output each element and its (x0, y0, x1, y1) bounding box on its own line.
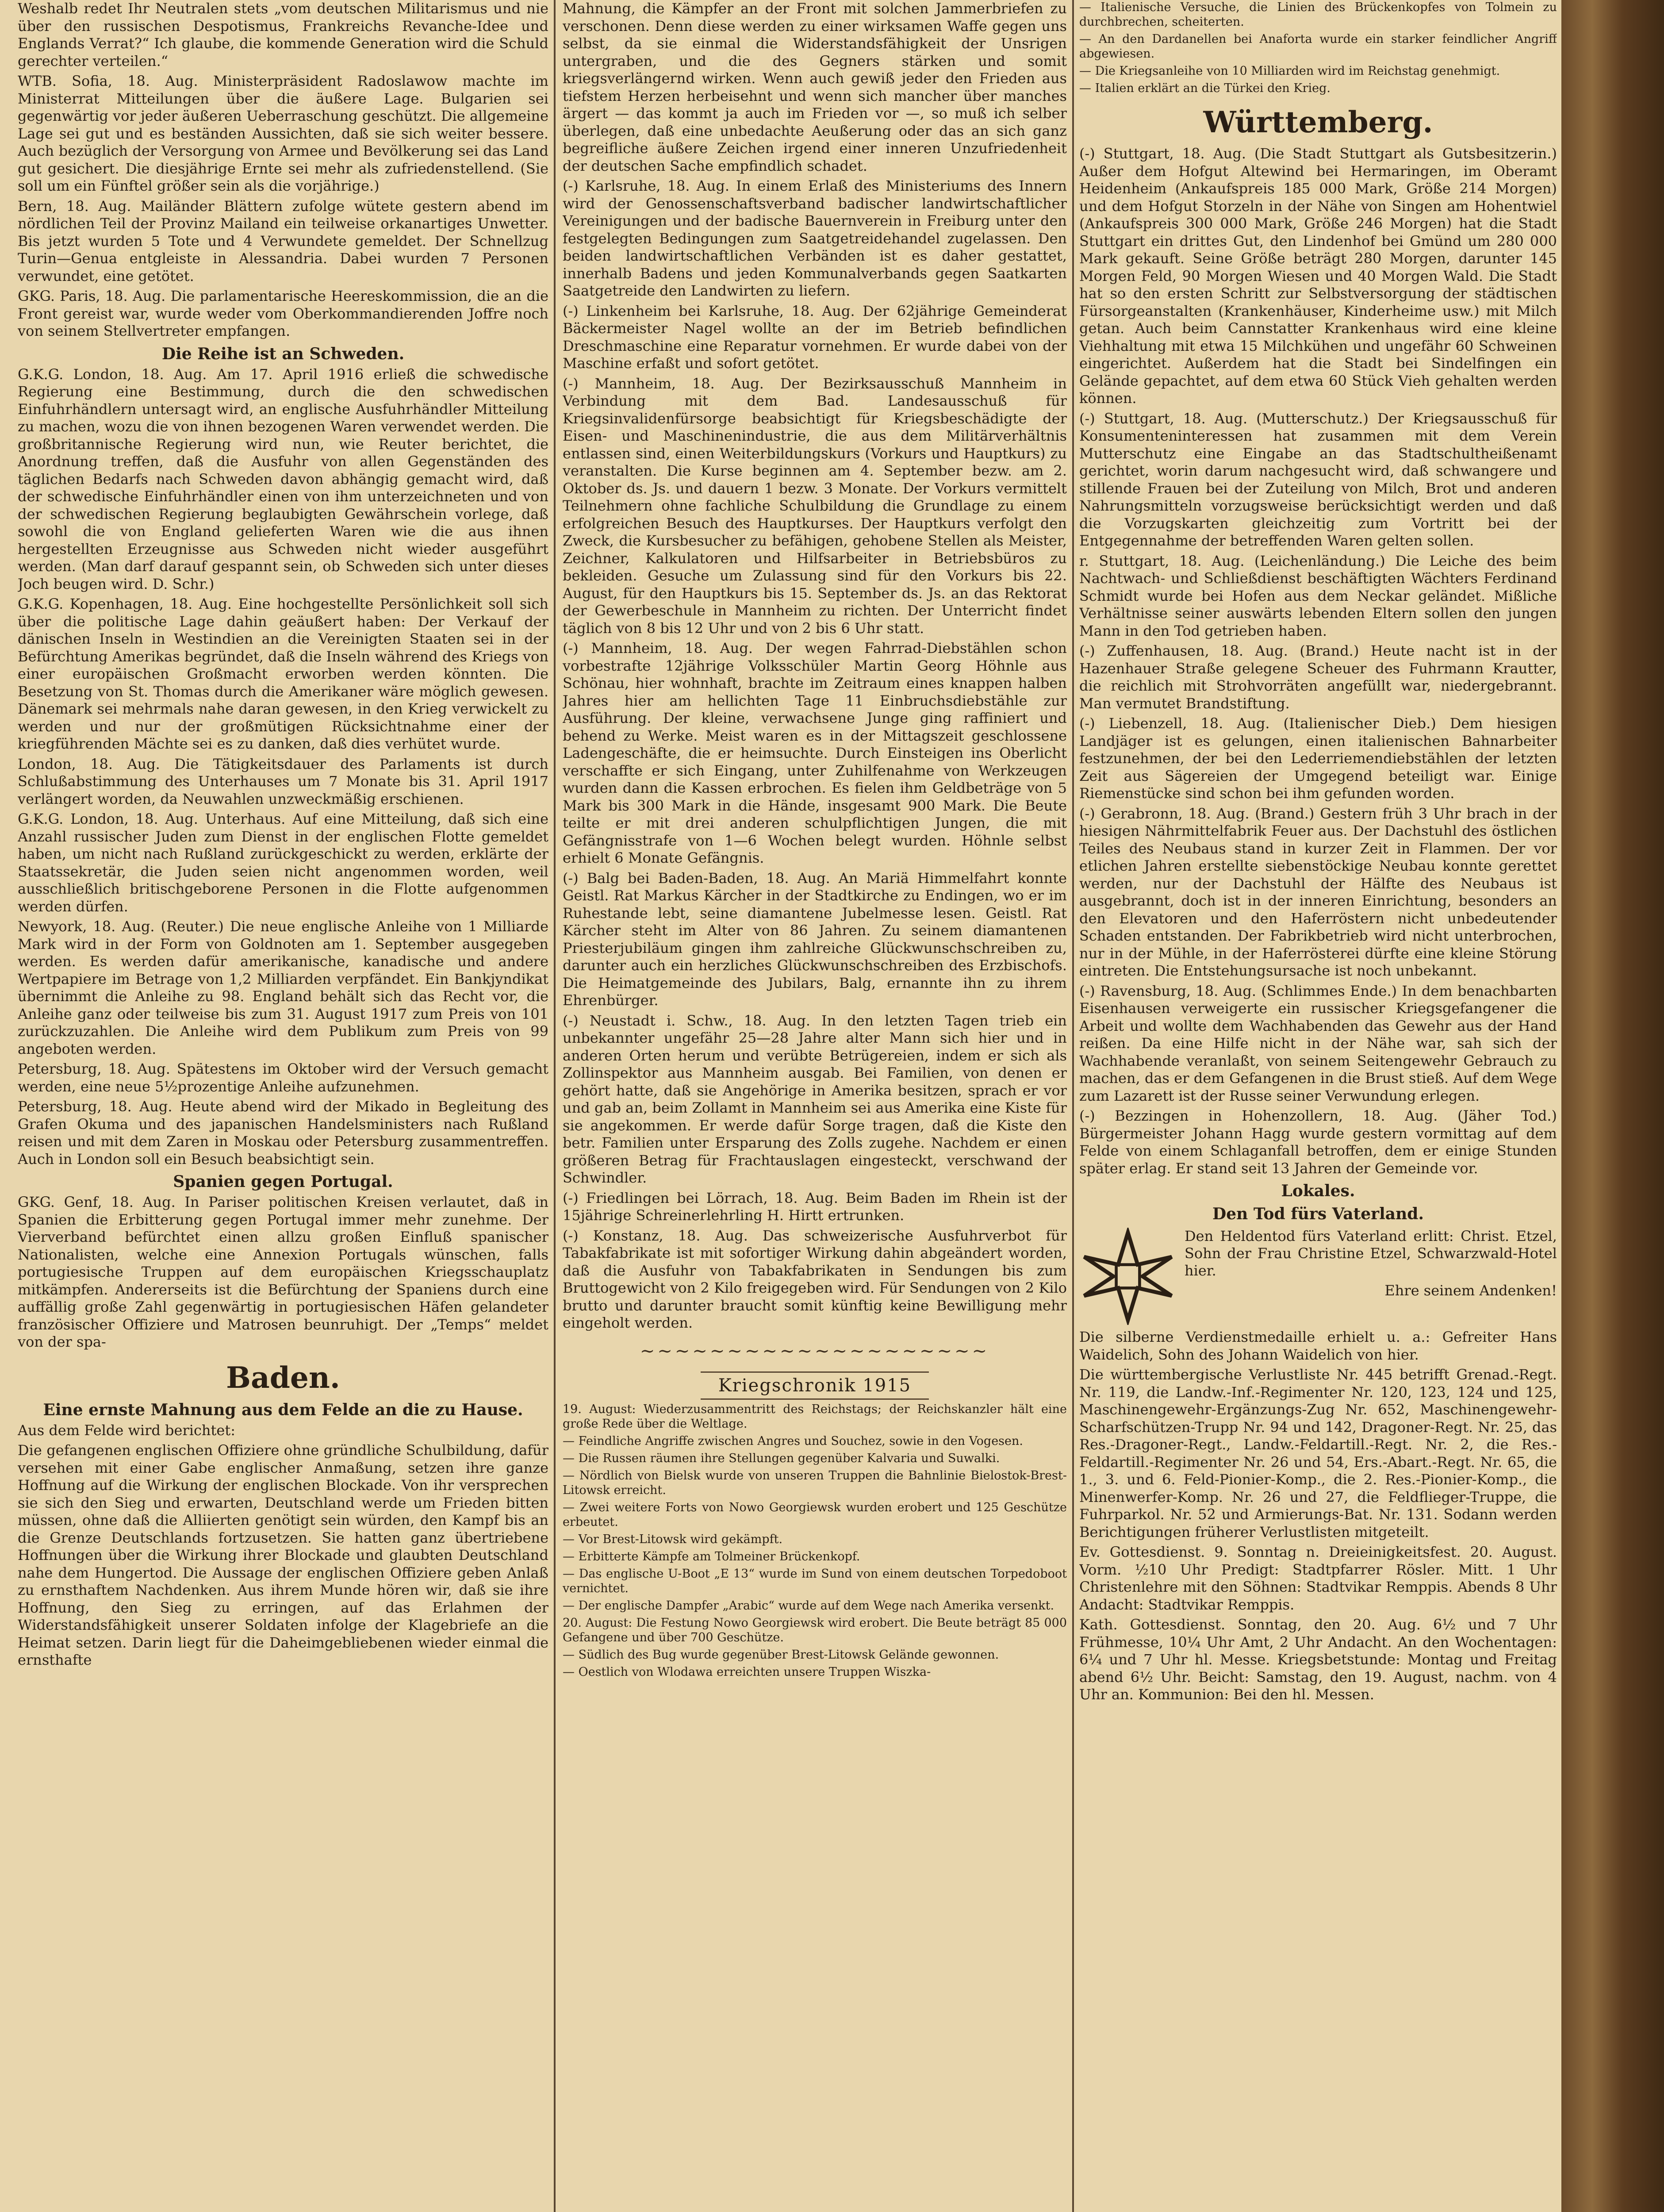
news-paragraph: r. Stuttgart, 18. Aug. (Leichenländung.) Die Leiche des beim Nachtwach- und Schließdienst beschäftigten Wächters Ferdinand Schmidt wurde bei Hofen aus dem Neckar geländet. Mißliche Verhältnisse seiner auswärts lebenden Eltern sollen den jungen Mann in den Tod getrieben haben. (1079, 552, 1557, 639)
section-heading: Spanien gegen Portugal. (173, 1172, 393, 1191)
section-heading: Den Tod fürs Vaterland. (1212, 1205, 1424, 1223)
region-heading-baden: Baden. (226, 1360, 340, 1395)
news-paragraph: (-) Neustadt i. Schw., 18. Aug. In den letzten Tagen trieb ein unbekannter ungefähr 25—28 Jahre alter Mann sich hier und in anderen Orten herum und verübte Betrügereien, indem er sich als Zollinspektor aus Mannheim ausgab. Bei Familien, von denen er gehört hatte, daß sie Angehörige in Amerika besitzen, sprach er vor und gab an, beim Zollamt in Mannheim sei aus Amerika eine Kiste für sie angekommen. Er werde dafür Sorge tragen, daß die Kiste den betr. Familien unter Ersparung des Zolls zugehe. Nachdem er einen größeren Betrag für Frachtauslagen eingesteckt, verschwand der Schwindler. (563, 1012, 1067, 1186)
news-block (18, 1194, 548, 1351)
news-paragraph: — Südlich des Bug wurde gegenüber Brest-Litowsk Gelände gewonnen. (563, 1647, 999, 1662)
news-paragraph: — Zwei weitere Forts von Nowo Georgiewsk wurden erobert und 125 Geschütze erbeutet. (563, 1500, 1067, 1529)
news-paragraph: (-) Gerabronn, 18. Aug. (Brand.) Gestern früh 3 Uhr brach in der hiesigen Nährmittelfabrik Feuer aus. Der Dachstuhl des östlichen Teiles des Neubaus stand in kurzer Zeit in Flammen. Der vor etlichen Jahren erstellte siebenstöckige Neubau konnte gerettet werden, nur der Dachstuhl der Hälfte des Neubaus ist ausgebrannt, doch ist in der inneren Einrichtung, besonders an den Elevatoren und den Haferröstern nicht unbedeutender Schaden entstanden. Der Fabrikbetrieb wird nicht unterbrochen, nur in der Mühle, in der Haferrösterei dürfte eine kleine Störung eintreten. Die Entstehungsursache ist noch unbekannt. (1079, 805, 1557, 979)
news-paragraph: (-) Balg bei Baden-Baden, 18. Aug. An Mariä Himmelfahrt konnte Geistl. Rat Markus Kärcher in der Stadtkirche zu Endingen, wo er im Ruhestande lebt, seine diamantene Jubelmesse lesen. Geistl. Rat Kärcher steht im Alter von 86 Jahren. Zu seinem diamantenen Priesterjubiläum gingen ihm zahlreiche Glückwunschschreiben zu, darunter auch ein herzliches Glückwunschschreiben des Erzbischofs. Die Heimatgemeinde des Jubilars, Balg, ernannte ihn zu ihrem Ehrenbürger. (563, 869, 1067, 1009)
news-paragraph: — Italienische Versuche, die Linien des Brückenkopfes von Tolmein zu durchbrechen, scheiterten. (1079, 0, 1557, 29)
news-paragraph: GKG. Genf, 18. Aug. In Pariser politischen Kreisen verlautet, daß in Spanien die Erbitterung gegen Portugal immer mehr zunehme. Der Vierverband befürchtet einen allzu großen Einfluß spanischer Nationalisten, welche eine Annexion Portugals wünschen, falls portugiesische Truppen auf dem europäischen Kriegsschauplatz mitkämpfen. Andererseits ist die Befürchtung der Spaniens durch eine auffällig große Zahl gegenwärtig in portugiesischen Häfen gelandeter französischer Offiziere und Matrosen beunruhigt. Der „Temps“ meldet von der spa- (18, 1194, 548, 1350)
column-rule (1072, 0, 1074, 2212)
news-paragraph: 19. August: Wiederzusammentritt des Reichstags; der Reichskanzler hält eine große Rede über die Weltlage. (563, 1402, 1067, 1431)
news-paragraph: Kath. Gottesdienst. Sonntag, den 20. Aug. 6½ und 7 Uhr Frühmesse, 10¼ Uhr Amt, 2 Uhr Andacht. An den Wochentagen: 6¼ und 7 Uhr hl. Messe. Kriegsbetstunde: Montag und Freitag abend 6½ Uhr. Beicht: Samstag, den 19. August, nachm. von 4 Uhr an. Kommunion: Bei den hl. Messen. (1079, 1616, 1557, 1703)
memorial-text: Den Heldentod fürs Vaterland erlitt: Christ. Etzel, Sohn der Frau Christine Etzel, Schwarzwald-Hotel hier. Ehre seinem Andenken! (1185, 1228, 1557, 1299)
news-paragraph: (-) Zuffenhausen, 18. Aug. (Brand.) Heute nacht ist in der Hazenhauer Straße gelegene Scheuer des Fuhrmann Krautter, die reichlich mit Strohvorräten angefüllt war, niedergebrannt. Man vermutet Brandstiftung. (1079, 642, 1557, 712)
news-paragraph: Weshalb redet Ihr Neutralen stets „vom deutschen Militarismus und nie über den russischen Despotismus, Frankreichs Revanche-Idee und Englands Verrat?“ Ich glaube, die kommende Generation wird die Schuld gerechter verteilen.“ (18, 0, 548, 69)
column-3 (1079, 0, 1557, 2212)
section-heading: Die Reihe ist an Schweden. (161, 344, 405, 363)
news-paragraph: Die gefangenen englischen Offiziere ohne gründliche Schulbildung, dafür versehen mit einer Gabe englischer Anmaßung, setzen ihre ganze Hoffnung auf die Wirkung der englischen Blockade. Von ihr versprechen sie sich den Sieg und erwarten, Deutschland werde um Frieden bitten müssen, ohne daß die Alliierten genötigt sein würden, den Kampf bis an die Grenze Deutschlands fortzusetzen. Sie hatten ganz übertriebene Hoffnungen über die Wirkung ihrer Blockade und glaubten Deutschland nahe dem Hungertod. Die Aussage der englischen Offiziere geben Anlaß zu ernsthaftem Nachdenken. Aus ihrem Munde hören wir, daß sie ihre Hoffnung, den Sieg zu erringen, auf das Erlahmen der Widerstandsfähigkeit unserer Soldaten infolge der Klagebriefe an die Heimat setzen. Darin liegt für die Daheimgebliebenen wieder einmal die ernsthafte (18, 1442, 548, 1668)
book-binding (1561, 0, 1664, 2212)
region-heading-wuerttemberg: Württemberg. (1203, 105, 1433, 139)
news-paragraph: 20. August: Die Festung Nowo Georgiewsk wird erobert. Die Beute beträgt 85 000 Gefangene und über 700 Geschütze. (563, 1616, 1067, 1644)
news-paragraph: Die württembergische Verlustliste Nr. 445 betrifft Grenad.-Regt. Nr. 119, die Landw.-Inf.-Regimenter Nr. 120, 123, 124 und 125, Maschinengewehr-Ergänzungs-Zug Nr. 652, Maschinengewehr-Scharfschützen-Trupp Nr. 94 und 142, Dragoner-Regt. Nr. 25, das Res.-Dragoner-Regt., Landw.-Feldartill.-Regt. Nr. 2, die Res.-Feldartill.-Regimenter Nr. 26 und 54, Ers.-Abart.-Regt. Nr. 65, die 1., 3. und 6. Feld-Pionier-Komp., die 2. Res.-Pionier-Komp., die Minenwerfer-Komp. Nr. 26 und 27, die Feldflieger-Truppe, die Fuhrparkol. Nr. 52 und Armierungs-Bat. Nr. 131. Sodann werden Berichtigungen früherer Verlustlisten mitgeteilt. (1079, 1366, 1557, 1540)
column-rule (554, 0, 556, 2212)
news-paragraph: (-) Mannheim, 18. Aug. Der Bezirksausschuß Mannheim in Verbindung mit dem Bad. Landesausschuß für Kriegsinvalidenfürsorge beabsichtigt für Kriegsbeschädigte der Eisen- und Maschinenindustrie, die aus dem Militärverhältnis entlassen sind, einen Weiterbildungskurs (Vorkurs und Hauptkurs) zu veranstalten. Die Kurse beginnen am 4. September bezw. am 2. Oktober ds. Js. und dauern 1 bezw. 3 Monate. Der Vorkurs vermittelt Teilnehmern ohne fachliche Schulbildung die Grundlage zu einem erfolgreichen Besuch des Hauptkurses. Der Hauptkurs verfolgt den Zweck, die Kursbesucher zu befähigen, gehobene Stellen als Meister, Zeichner, Kalkulatoren und Hilfsarbeiter in Betriebsbüros zu bekleiden. Gesuche um Zulassung sind für den Vorkurs bis 22. August, für den Hauptkurs bis 15. September ds. Js. an das Rektorat der Gewerbeschule in Mannheim zu richten. Der Unterricht findet täglich von 8 bis 12 Uhr und von 2 bis 6 Uhr statt. (563, 375, 1067, 637)
news-paragraph: WTB. Sofia, 18. Aug. Ministerpräsident Radoslawow machte im Ministerrat Mitteilungen über die äußere Lage. Bulgarien sei gegenwärtig vor jeder äußeren Ueberraschung geschützt. Die allgemeine Lage sei gut und es beständen Aussichten, daß sie sich weiter bessere. Auch bezüglich der Versorgung von Armee und Bevölkerung sei das Land gut gesichert. Die diesjährige Ernte sei mehr als zufriedenstellend. (Sie soll um ein Fünftel größer sein als die vorjährige.) (18, 73, 548, 194)
news-paragraph: (-) Ravensburg, 18. Aug. (Schlimmes Ende.) In dem benachbarten Eisenhausen verweigerte ein russischer Kriegsgefangener die Arbeit und wollte dem Wachhabenden das Gewehr aus der Hand reißen. Da eine Hilfe nicht in der Nähe war, sah sich der Wachhabende veranlaßt, von seinem Seitengewehr Gebrauch zu machen, das er dem Gefangenen in die Brust stieß. Auf dem Wege zum Lazarett ist der Russe seiner Verwundung erlegen. (1079, 982, 1557, 1104)
news-paragraph: (-) Mannheim, 18. Aug. Der wegen Fahrrad-Diebstählen schon vorbestrafte 12jährige Volksschüler Martin Georg Höhnle aus Schönau, hier wohnhaft, brachte im Zeitraum eines knappen halben Jahres hier am hellichten Tage 11 Einbruchsdiebstähle zur Ausführung. Der kleine, verwachsene Junge ging raffiniert und behend zu Werke. Meist waren es in der Mittagszeit geschlossene Ladengeschäfte, die er heimsuchte. Durch Einsteigen ins Oberlicht verschaffte er sich Eingang, unter Zuhilfenahme von Werkzeugen wurden dann die Kassen erbrochen. Es fielen ihm Geldbeträge von 5 Mark bis 300 Mark in die Hände, insgesamt 900 Mark. Die Beute teilte er mit drei anderen schulpflichtigen Jungen, die mit Gefängnisstrafe von 1—6 Wochen belegt wurden. Höhnle selbst erhielt 6 Monate Gefängnis. (563, 640, 1067, 866)
news-paragraph: (-) Liebenzell, 18. Aug. (Italienischer Dieb.) Dem hiesigen Landjäger ist es gelungen, einen italienischen Bahnarbeiter festzunehmen, der bei den Lederriemendiebstählen der letzten Zeit aus Sägereien der Umgegend beteiligt war. Einige Riemenstücke sind schon bei ihm gefunden worden. (1079, 715, 1557, 802)
news-paragraph: — Die Russen räumen ihre Stellungen gegenüber Kalvaria und Suwalki. (563, 1451, 1000, 1465)
section-heading: Eine ernste Mahnung aus dem Felde an die zu Hause. (43, 1400, 523, 1419)
news-paragraph: G.K.G. London, 18. Aug. Unterhaus. Auf eine Mitteilung, daß sich eine Anzahl russischer Juden zum Dienst in der englischen Flotte gemeldet haben, um nicht nach Rußland zurückgeschickt zu werden, erklärte der Staatssekretär, die Juden seien nicht angenommen worden, weil ausschließlich britischgeborene Personen in die Flotte aufgenommen werden dürfen. (18, 810, 548, 915)
news-paragraph: — Feindliche Angriffe zwischen Angres und Souchez, sowie in den Vogesen. (563, 1434, 1023, 1448)
news-paragraph: Aus dem Felde wird berichtet: (18, 1421, 235, 1439)
news-paragraph: Mahnung, die Kämpfer an der Front mit solchen Jammerbriefen zu verschonen. Denn diese werden zu einer wirksamen Waffe gegen uns selbst, da sie einmal die Widerstandsfähigkeit der Unsrigen untergraben, und die des Gegners stärken und somit kriegsverlängernd wirken. Wenn auch gewiß jeder den Frieden aus tiefstem Herzen herbeisehnt und wenn sich mancher über manches ärgert — das kommt ja auch im Frieden vor —, so muß ich selber überlegen, daß eine unbedachte Aeußerung oder das an sich ganz begreifliche äußere Zeichen irgend einer inneren Unzufriedenheit der deutschen Sache empfindlich schadet. (563, 0, 1067, 174)
news-paragraph: — Erbitterte Kämpfe am Tolmeiner Brückenkopf. (563, 1549, 860, 1563)
news-paragraph: Die silberne Verdienstmedaille erhielt u. a.: Gefreiter Hans Waidelich, Sohn des Johann Waidelich von hier. (1079, 1329, 1557, 1363)
news-paragraph: Ev. Gottesdienst. 9. Sonntag n. Dreieinigkeitsfest. 20. August. Vorm. ½10 Uhr Predigt: Stadtpfarrer Rösler. Mitt. 1 Uhr Christenlehre mit den Söhnen: Stadtvikar Remppis. Abends 8 Uhr Andacht: Stadtvikar Remppis. (1079, 1544, 1557, 1613)
news-paragraph: (-) Konstanz, 18. Aug. Das schweizerische Ausfuhrverbot für Tabakfabrikate ist mit sofortiger Wirkung dahin abgeändert worden, daß die Ausfuhr von Tabakfabrikaten in Sendungen bis zum Bruttogewicht von 2 Kilo freigegeben wird. Für Sendungen von 2 Kilo brutto und darunter braucht somit künftig keine Bewilligung mehr eingeholt werden. (563, 1227, 1067, 1331)
chronik-list (1079, 0, 1557, 96)
news-paragraph: Petersburg, 18. Aug. Heute abend wird der Mikado in Begleitung des Grafen Okuma und des japanischen Handelsministers nach Rußland reisen und mit dem Zaren in Moskau oder Petersburg zusammentreffen. Auch in London soll ein Besuch beabsichtigt sein. (18, 1098, 548, 1167)
news-paragraph: (-) Karlsruhe, 18. Aug. In einem Erlaß des Ministeriums des Innern wird der Genossenschaftsverband badischer landwirtschaftlicher Vereinigungen und der badische Bauernverein in Freiburg unter den festgelegten Bedingungen zum Saatgetreidehandel zugelassen. Den beiden landwirtschaftlichen Verbänden ist es daher gestattet, innerhalb Badens und jeden Kommunalverbands gegen Saatkarten Saatgetreide den Landwirten zu liefern. (563, 177, 1067, 299)
news-paragraph: — Nördlich von Bielsk wurde von unseren Truppen die Bahnlinie Bielostok-Brest-Litowsk erreicht. (563, 1468, 1067, 1497)
ornament-divider: ~~~~~~~~~~~~~~~~~~~~ (640, 1340, 990, 1361)
news-paragraph: GKG. Paris, 18. Aug. Die parlamentarische Heereskommission, die an die Front gereist war, wurde weder vom Oberkommandierenden Joffre noch von seinem Stellvertreter empfangen. (18, 288, 548, 339)
news-block (18, 0, 548, 340)
news-block (563, 0, 1067, 1332)
news-paragraph: — Das englische U-Boot „E 13“ wurde im Sund von einem deutschen Torpedoboot vernichtet. (563, 1567, 1067, 1595)
chronik-title: Kriegschronik 1915 (563, 1375, 1067, 1397)
news-paragraph: — Oestlich von Wlodawa erreichten unsere Truppen Wiszka- (563, 1665, 931, 1679)
news-paragraph: — Italien erklärt an die Türkei den Krieg. (1079, 81, 1330, 95)
section-heading: Lokales. (1281, 1182, 1355, 1200)
iron-cross-icon (1079, 1228, 1177, 1325)
memorial-notice (1079, 1228, 1557, 1325)
news-paragraph: Newyork, 18. Aug. (Reuter.) Die neue englische Anleihe von 1 Milliarde Mark wird in der Form von Goldnoten am 1. September ausgegeben werden. Es werden dafür amerikanische, kanadische und andere Wertpapiere im Betrage von 1,2 Milliarden verpfändet. Ein Bankjyndikat übernimmt die Anleihe zu 98. England behält sich das Recht vor, die Anleihe ganz oder teilweise bis zum 31. August 1917 zum Preis von 101 zurückzuzahlen. Die Anleihe wird dem Publikum zum Preis von 99 angeboten werden. (18, 918, 548, 1057)
news-paragraph: — Vor Brest-Litowsk wird gekämpft. (563, 1532, 783, 1546)
news-block (1079, 145, 1557, 1177)
news-paragraph: Petersburg, 18. Aug. Spätestens im Oktober wird der Versuch gemacht werden, eine neue 5½prozentige Anleihe aufzunehmen. (18, 1060, 548, 1095)
news-paragraph: (-) Stuttgart, 18. Aug. (Mutterschutz.) Der Kriegsausschuß für Konsumenteninteressen hat zusammen mit dem Verein Mutterschutz eine Eingabe an das Stadtschultheißenamt gerichtet, worin darum nachgesucht wird, daß schwangere und stillende Frauen bei der Zuteilung von Milch, Brot und anderen Nahrungsmitteln vorzugsweise berücksichtigt werden und daß die Vorzugskarten gleichzeitig zum Vortritt bei der Entgegennahme der betreffenden Waren gelten sollen. (1079, 410, 1557, 549)
news-paragraph: (-) Linkenheim bei Karlsruhe, 18. Aug. Der 62jährige Gemeinderat Bäckermeister Nagel wollte an der im Betrieb befindlichen Dreschmaschine eine Reparatur vornehmen. Er wurde dabei von der Maschine erfaßt und sofort getötet. (563, 302, 1067, 372)
news-paragraph: G.K.G. Kopenhagen, 18. Aug. Eine hochgestellte Persönlichkeit soll sich über die politische Lage dahin geäußert haben: Der Verkauf der dänischen Inseln in Westindien an die Vereinigten Staaten sei in der Befürchtung Amerikas begründet, daß die Inseln während des Kriegs von einer europäischen Großmacht erworben werden könnten. Die Besetzung von St. Thomas durch die Amerikaner wäre möglich gewesen. Dänemark sei mehrmals nahe daran gewesen, in den Krieg verwickelt zu werden und nur der großmütigen Rücksichtnahme einer der kriegführenden Mächte sei es zu danken, daß dies verhütet wurde. (18, 595, 548, 752)
news-paragraph: — An den Dardanellen bei Anaforta wurde ein starker feindlicher Angriff abgewiesen. (1079, 32, 1557, 61)
news-paragraph: — Die Kriegsanleihe von 10 Milliarden wird im Reichstag genehmigt. (1079, 64, 1500, 78)
news-paragraph: Bern, 18. Aug. Mailänder Blättern zufolge wütete gestern abend im nördlichen Teil der Provinz Mailand ein teilweise orkanartiges Unwetter. Bis jetzt wurden 5 Tote und 4 Verwundete gemeldet. Der Schnellzug Turin—Genua entgleiste in Alessandria. Dabei wurden 7 Personen verwundet, eine getötet. (18, 197, 548, 284)
news-paragraph: (-) Friedlingen bei Lörrach, 18. Aug. Beim Baden im Rhein ist der 15jährige Schreinerlehrling H. Hirtt ertrunken. (563, 1189, 1067, 1224)
news-paragraph: (-) Bezzingen in Hohenzollern, 18. Aug. (Jäher Tod.) Bürgermeister Johann Hagg wurde gestern vormittag auf dem Felde von einem Schlaganfall betroffen, dem er einige Stunden später erlag. Er stand seit 13 Jahren der Gemeinde vor. (1079, 1107, 1557, 1177)
column-2 (563, 0, 1067, 2212)
news-paragraph: — Der englische Dampfer „Arabic“ wurde auf dem Wege nach Amerika versenkt. (563, 1598, 1054, 1613)
column-1 (18, 0, 548, 2212)
news-paragraph: (-) Stuttgart, 18. Aug. (Die Stadt Stuttgart als Gutsbesitzerin.) Außer dem Hofgut Altewind bei Hermaringen, im Oberamt Heidenheim (Ankaufspreis 185 000 Mark, Größe 214 Morgen) und dem Hofgut Storzeln in der Nähe von Singen am Hohentwiel (Ankaufspreis 300 000 Mark, Größe 246 Morgen) hat die Stadt Stuttgart ein drittes Gut, den Lindenhof bei Gmünd um 280 000 Mark gekauft. Seine Größe beträgt 280 Morgen, darunter 145 Morgen Feld, 90 Morgen Wiesen und 40 Morgen Wald. Die Stadt hat so den ersten Schritt zur Selbstversorgung der städtischen Fürsorgeanstalten (Krankenhäuser, Kinderheime usw.) mit Milch getan. Auch beim Cannstatter Krankenhaus wird eine kleine Viehhaltung mit etwa 15 Milchkühen und ungefähr 60 Schweinen eingerichtet. Außerdem hat die Stadt bei Sindelfingen ein Gelände gepachtet, auf dem etwa 60 Stück Vieh gehalten werden können. (1079, 145, 1557, 407)
news-paragraph: G.K.G. London, 18. Aug. Am 17. April 1916 erließ die schwedische Regierung eine Bestimmung, durch die den schwedischen Einfuhrhändlern untersagt wird, an englische Ausfuhrhändler Mitteilung zu machen, wozu die von ihnen bezogenen Waren verwendet werden. Die großbritannische Regierung wird nun, wie Reuter berichtet, die Anordnung treffen, daß die Ausfuhr von allen Gegenständen des täglichen Bedarfs nach Schweden davon abhängig gemacht wird, daß der schwedische Einfuhrhändler einen von ihm unterzeichneten und von der schwedischen Regierung beglaubigten Gewährschein vorlege, daß sowohl die von England gelieferten Waren wie die aus ihnen hergestellten Erzeugnisse aus Schweden nicht wieder ausgeführt werden. (Man darf darauf gespannt sein, ob Schweden sich unter dieses Joch beugen wird. D. Schr.) (18, 365, 548, 592)
news-block (1079, 1329, 1557, 1704)
news-block (18, 366, 548, 1168)
news-paragraph: London, 18. Aug. Die Tätigkeitsdauer des Parlaments ist durch Schlußabstimmung des Unterhauses um 7 Monate bis 31. April 1917 verlängert worden, da Neuwahlen unzweckmäßig erschienen. (18, 755, 548, 807)
news-block (18, 1422, 548, 1669)
chronik-list (563, 1402, 1067, 1679)
